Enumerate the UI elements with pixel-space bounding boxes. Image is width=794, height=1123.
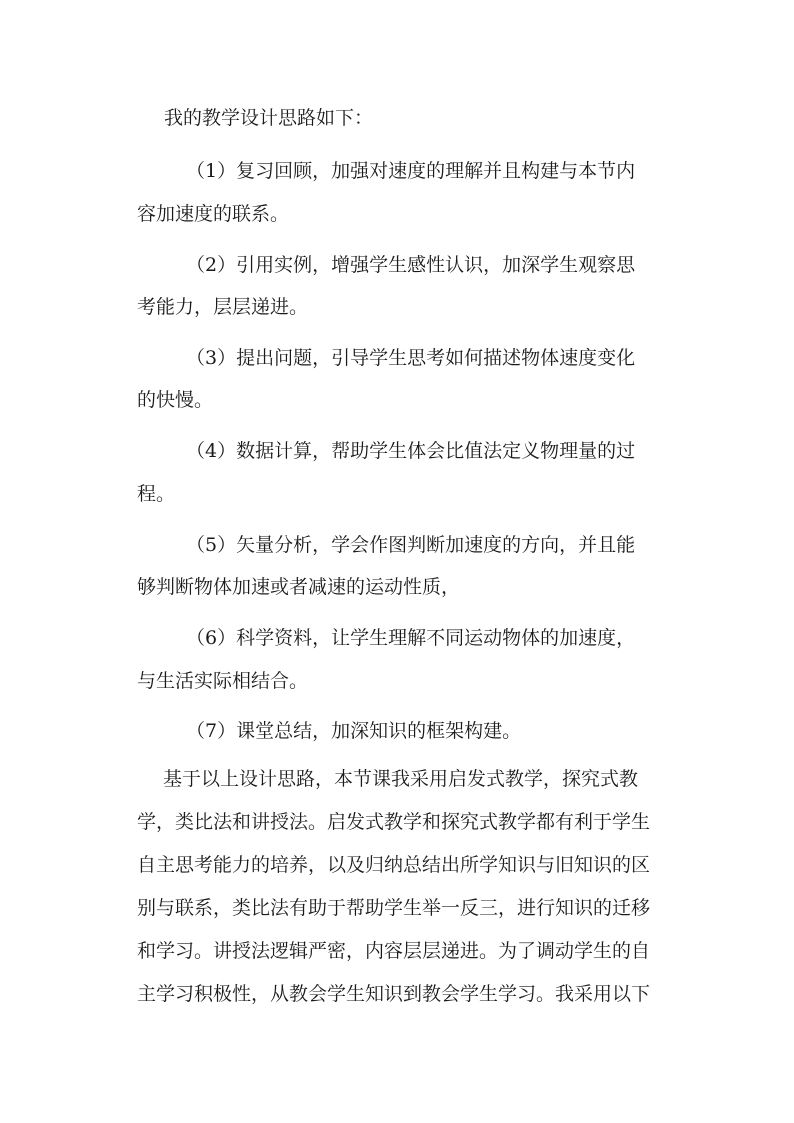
paragraph-line-6: 主学习积极性，从教会学生知识到教会学生学习。我采用以下 [137,983,651,1005]
paragraph-line-5: 和学习。讲授法逻辑严密，内容层层递进。为了调动学生的自 [137,940,651,962]
list-item-7-line-1: （7）课堂总结，加深知识的框架构建。 [186,720,522,742]
intro-heading: 我的教学设计思路如下： [164,107,374,129]
paragraph-line-2: 学，类比法和讲授法。启发式教学和探究式教学都有利于学生 [137,811,651,833]
list-item-5-line-1: （5）矢量分析，学会作图判断加速度的方向，并且能 [186,534,636,556]
list-item-2-line-1: （2）引用实例，增强学生感性认识，加深学生观察思 [186,254,636,276]
list-item-1-line-2: 容加速度的联系。 [137,203,290,225]
list-item-4-line-1: （4）数据计算，帮助学生体会比值法定义物理量的过 [186,440,636,462]
list-item-6-line-2: 与生活实际相结合。 [137,670,309,692]
list-item-3-line-2: 的快慢。 [137,389,214,411]
paragraph-line-4: 别与联系，类比法有助于帮助学生举一反三，进行知识的迁移 [137,897,651,919]
paragraph-line-3: 自主思考能力的培养，以及归纳总结出所学知识与旧知识的区 [137,854,651,876]
list-item-1-line-1: （1）复习回顾，加强对速度的理解并且构建与本节内 [186,160,636,182]
body-paragraph [137,758,649,1016]
list-item-4-line-2: 程。 [137,483,176,505]
paragraph-line-1: 基于以上设计思路，本节课我采用启发式教学，探究式教 [163,768,639,790]
list-item-3-line-1: （3）提出问题，引导学生思考如何描述物体速度变化 [186,347,636,369]
list-item-5-line-2: 够判断物体加速或者减速的运动性质， [137,576,461,598]
list-item-6-line-1: （6）科学资料，让学生理解不同运动物体的加速度， [186,627,636,649]
list-item-2-line-2: 考能力，层层递进。 [137,296,309,318]
